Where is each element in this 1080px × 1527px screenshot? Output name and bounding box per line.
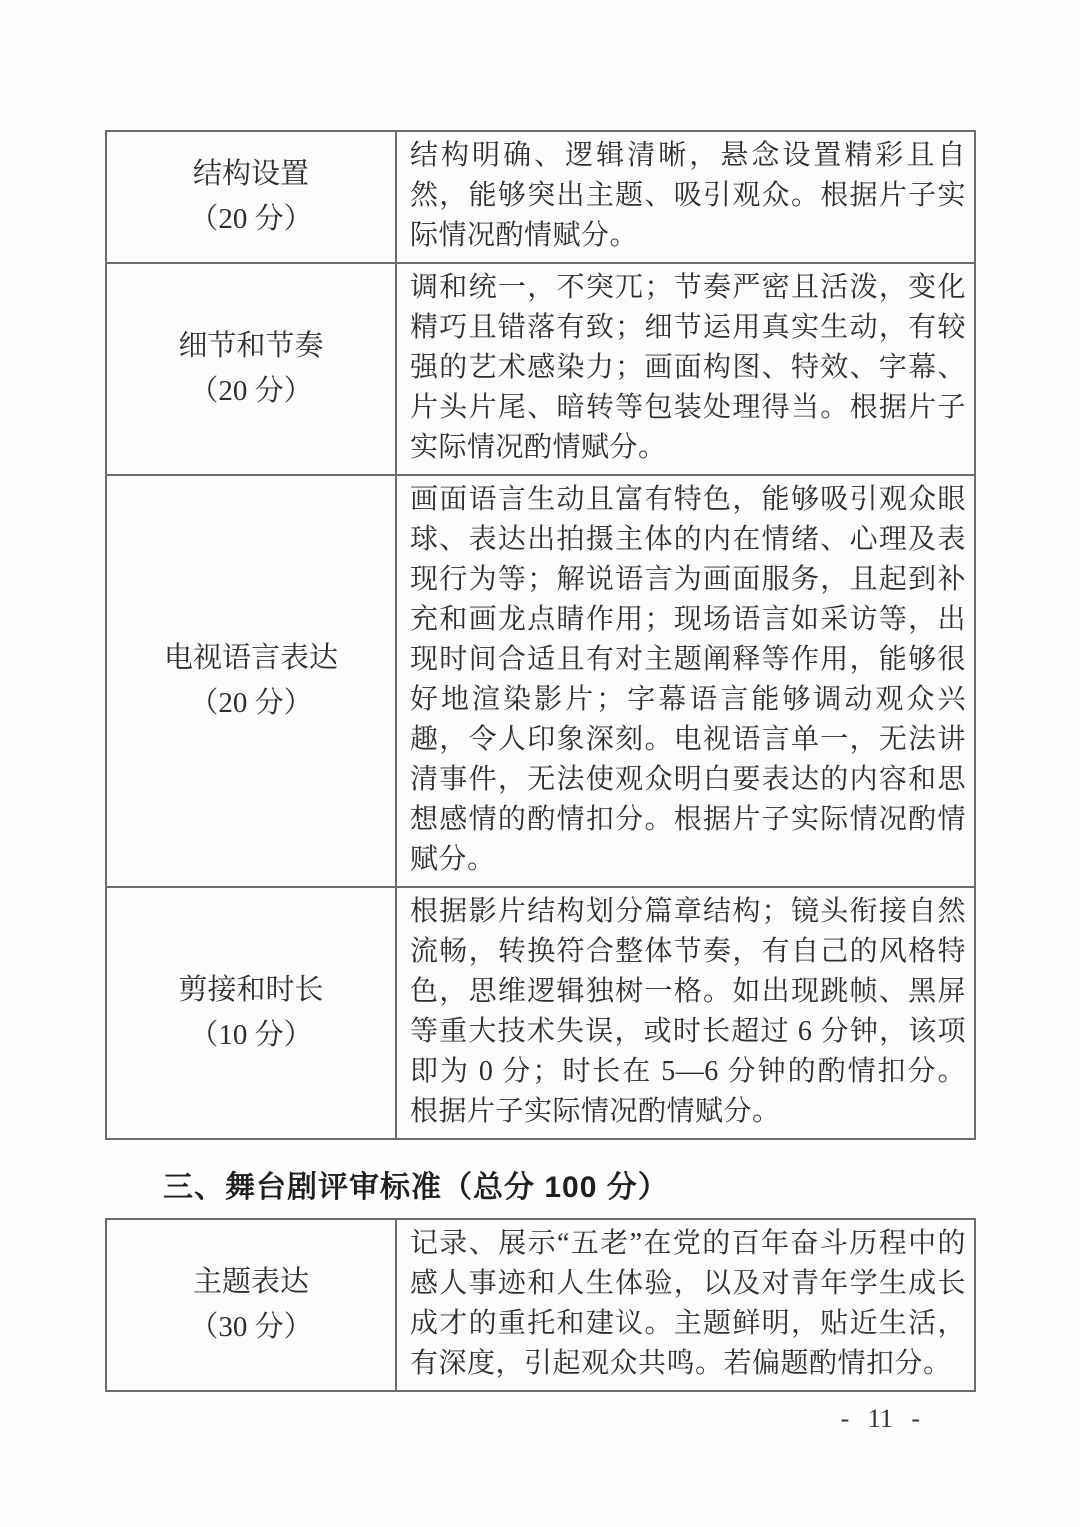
criterion-score: （20 分） bbox=[189, 203, 313, 235]
criterion-name: 剪接和时长 bbox=[178, 974, 324, 1006]
criterion-name: 细节和节奏 bbox=[178, 330, 324, 362]
criterion-score: （20 分） bbox=[189, 687, 313, 719]
criterion-cell bbox=[107, 264, 397, 474]
criterion-name: 电视语言表达 bbox=[163, 642, 338, 674]
table-row-editing-duration bbox=[107, 886, 974, 1138]
criterion-description: 画面语言生动且富有特色，能够吸引观众眼球、表达出拍摄主体的内在情绪、心理及表现行为等；解说语言为画面服务，且起到补充和画龙点睛作用；现场语言如采访等，出现时间合适且有对主题阐释等作用，能够很好地渲染影片；字幕语言能够调动观众兴趣，令人印象深刻。电视语言单一，无法讲清事件，无法使观众明白要表达的内容和思想感情的酌情扣分。根据片子实际情况酌情赋分。 bbox=[410, 484, 966, 875]
criterion-name: 结构设置 bbox=[192, 158, 309, 190]
page-number: - 11 - bbox=[840, 1404, 920, 1433]
table-row-theme-expression bbox=[107, 1220, 974, 1390]
section-heading: 三、舞台剧评审标准（总分 100 分） bbox=[163, 1171, 669, 1204]
criterion-score: （30 分） bbox=[189, 1311, 313, 1343]
criterion-description: 记录、展示“五老”在党的百年奋斗历程中的感人事迹和人生体验，以及对青年学生成长成才的重托和建议。主题鲜明，贴近生活，有深度，引起观众共鸣。若偏题酌情扣分。 bbox=[410, 1228, 966, 1379]
stage-play-criteria-table bbox=[105, 1218, 976, 1392]
criterion-cell bbox=[107, 132, 397, 262]
criterion-score: （10 分） bbox=[189, 1019, 313, 1051]
criterion-score: （20 分） bbox=[189, 375, 313, 407]
criterion-cell bbox=[107, 476, 397, 886]
criterion-name: 主题表达 bbox=[192, 1266, 309, 1298]
criterion-description: 根据影片结构划分篇章结构；镜头衔接自然流畅，转换符合整体节奏，有自己的风格特色，思维逻辑独树一格。如出现跳帧、黑屏等重大技术失误，或时长超过 6 分钟，该项即为 0 分；时长在 5—6 分钟的酌情扣分。根据片子实际情况酌情赋分。 bbox=[410, 896, 966, 1127]
document-content bbox=[105, 130, 976, 1392]
table-row-tv-language bbox=[107, 474, 974, 886]
criterion-description: 调和统一，不突兀；节奏严密且活泼，变化精巧且错落有致；细节运用真实生动，有较强的艺术感染力；画面构图、特效、字幕、片头片尾、暗转等包装处理得当。根据片子实际情况酌情赋分。 bbox=[410, 272, 966, 463]
table-row-detail-rhythm bbox=[107, 262, 974, 474]
criterion-description: 结构明确、逻辑清晰，悬念设置精彩且自然，能够突出主题、吸引观众。根据片子实际情况酌情赋分。 bbox=[410, 140, 966, 251]
criterion-cell bbox=[107, 1220, 397, 1390]
table-row-structure-setup bbox=[107, 132, 974, 262]
criterion-cell bbox=[107, 888, 397, 1138]
video-criteria-table bbox=[105, 130, 976, 1140]
